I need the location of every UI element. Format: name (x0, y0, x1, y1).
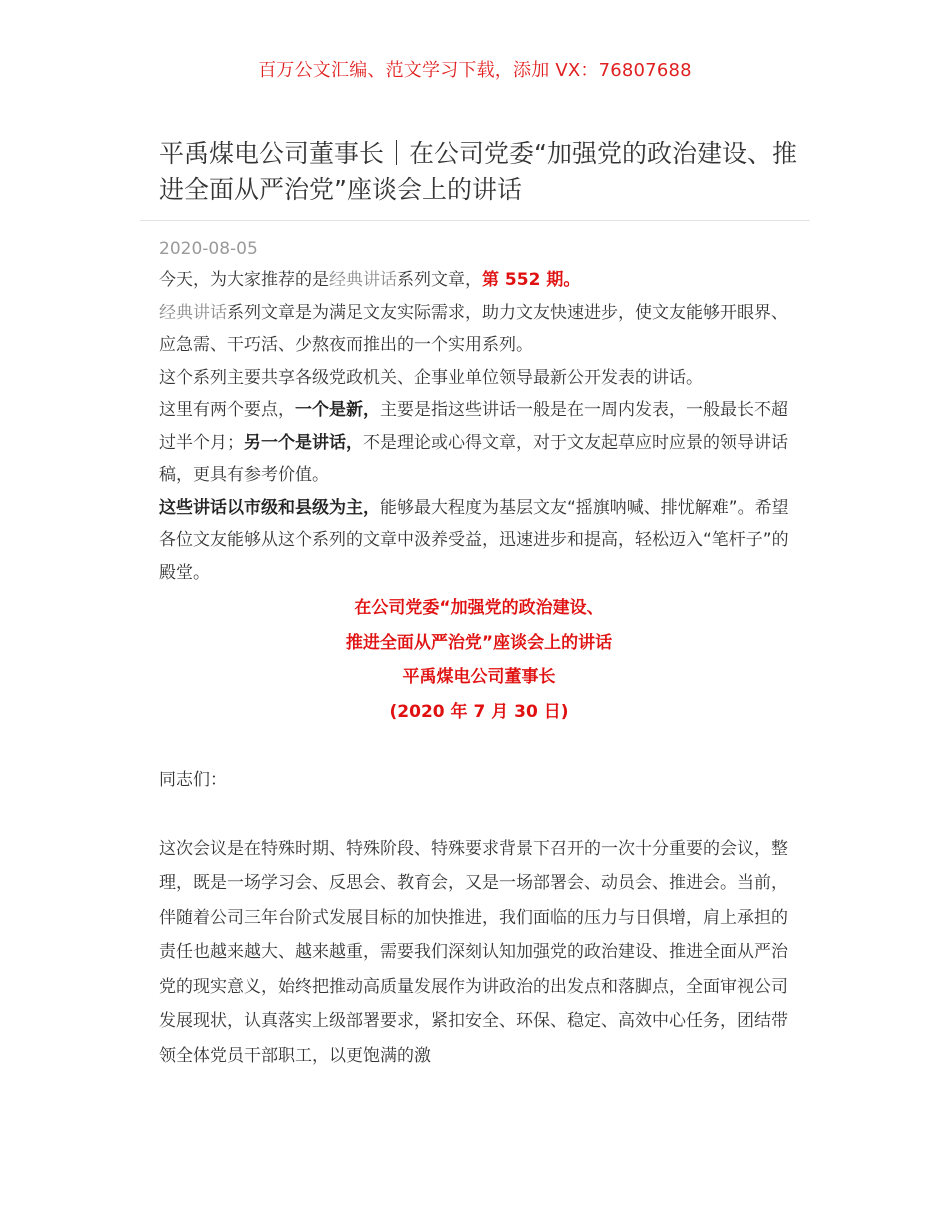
intro-text: 能够最大程度为基层文友“摇旗呐喊、排忧解难”。希望各位文友能够从这个系列的文章中汲养受益，迅速进步和提高，轻松迈入“笔杆子”的殿堂。 (159, 497, 789, 583)
intro-text: 主要是指这些讲话一般是在一周内发表，一般最长不超过半个月； (159, 400, 788, 453)
promo-banner: 百万公文汇编、范文学习下载，添加 VX：76807688 (258, 60, 692, 81)
salutation: 同志们： (159, 770, 227, 790)
intro-text: 不是理论或心得文章，对于文友起草应时应景的领导讲话稿，更具有参考价值。 (159, 432, 788, 485)
issue-number: 第 552 期。 (482, 270, 581, 290)
intro-text: 今天，为大家推荐的是 (159, 270, 329, 290)
publish-date: 2020-08-05 (159, 239, 258, 259)
intro-paragraph-2 (159, 297, 799, 362)
series-name: 经典讲话 (329, 270, 397, 290)
intro-text: 这里有两个要点， (159, 400, 295, 420)
title-divider (140, 220, 810, 221)
speech-paragraph-1: 这次会议是在特殊时期、特殊阶段、特殊要求背景下召开的一次十分重要的会议，整理，既是一场学习会、反思会、教育会，又是一场部署会、动员会、推进会。当前，伴随着公司三年台阶式发展目标的加快推进，我们面临的压力与日俱增，肩上承担的责任也越来越大、越来越重，需要我们深刻认知加强党的政治建设、推进全面从严治党的现实意义，始终把推动高质量发展作为讲政治的出发点和落脚点，全面审视公司发展现状，认真落实上级部署要求，紧扣安全、环保、稳定、高效中心任务，团结带领全体党员干部职工，以更饱满的激 (159, 838, 788, 1066)
intro-paragraph-3: 这个系列主要共享各级党政机关、企事业单位领导最新公开发表的讲话。 (159, 367, 703, 388)
spacer (159, 798, 799, 832)
spacer (159, 729, 799, 763)
speech-header (159, 591, 799, 729)
article-content (159, 264, 799, 1073)
intro-paragraph-1 (159, 264, 799, 297)
speaker: 平禹煤电公司董事长 (402, 667, 556, 687)
speech-date: (2020 年 7 月 30 日) (389, 701, 569, 722)
series-name: 经典讲话 (159, 302, 227, 323)
key-point-level: 这些讲话以市级和县级为主， (159, 497, 380, 518)
intro-paragraph-4 (159, 394, 799, 492)
key-point-new: 一个是新， (295, 400, 380, 420)
key-point-speech: 另一个是讲话， (244, 432, 363, 453)
speech-title-line-1: 在公司党委“加强党的政治建设、 (354, 598, 604, 618)
intro-paragraph-5 (159, 492, 799, 590)
article-title: 平禹煤电公司董事长｜在公司党委“加强党的政治建设、推进全面从严治党”座谈会上的讲话 (159, 139, 797, 204)
speech-title-line-2: 推进全面从严治党”座谈会上的讲话 (345, 632, 613, 653)
intro-text: 系列文章是为满足文友实际需求，助力文友快速进步，使文友能够开眼界、应急需、干巧活、少熬夜而推出的一个实用系列。 (159, 302, 788, 355)
intro-text: 系列文章， (397, 270, 482, 290)
